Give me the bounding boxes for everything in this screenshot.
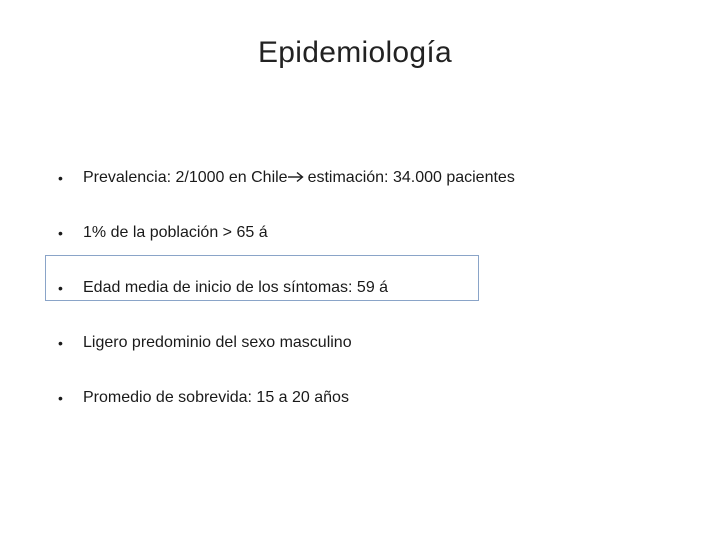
- bullet-label: 1% de la población > 65 á: [83, 224, 268, 241]
- bullet-dot: •: [58, 335, 63, 351]
- bullet-item-prevalence: [58, 164, 678, 219]
- bullet-label: Ligero predominio del sexo masculino: [83, 334, 352, 351]
- right-arrow-icon: [288, 171, 304, 183]
- bullet-text: [83, 164, 515, 192]
- bullet-item-survival: [58, 384, 678, 439]
- bullet-list: [58, 164, 678, 439]
- bullet-label: Edad media de inicio de los síntomas: 59 á: [83, 279, 389, 296]
- bullet-label: Promedio de sobrevida: 15 a 20 años: [83, 389, 349, 406]
- bullet-item-population: [58, 219, 678, 274]
- bullet-dot: •: [58, 390, 63, 406]
- bullet-label: Prevalencia: 2/1000 en Chile: [83, 169, 288, 186]
- bullet-item-onset-age: [58, 274, 678, 329]
- bullet-dot: •: [58, 225, 63, 241]
- bullet-item-sex: [58, 329, 678, 384]
- slide-title: Epidemiología: [257, 36, 453, 69]
- bullet-dot: •: [58, 170, 63, 186]
- bullet-dot: •: [58, 280, 63, 296]
- bullet-label-after-arrow: estimación: 34.000 pacientes: [307, 169, 515, 186]
